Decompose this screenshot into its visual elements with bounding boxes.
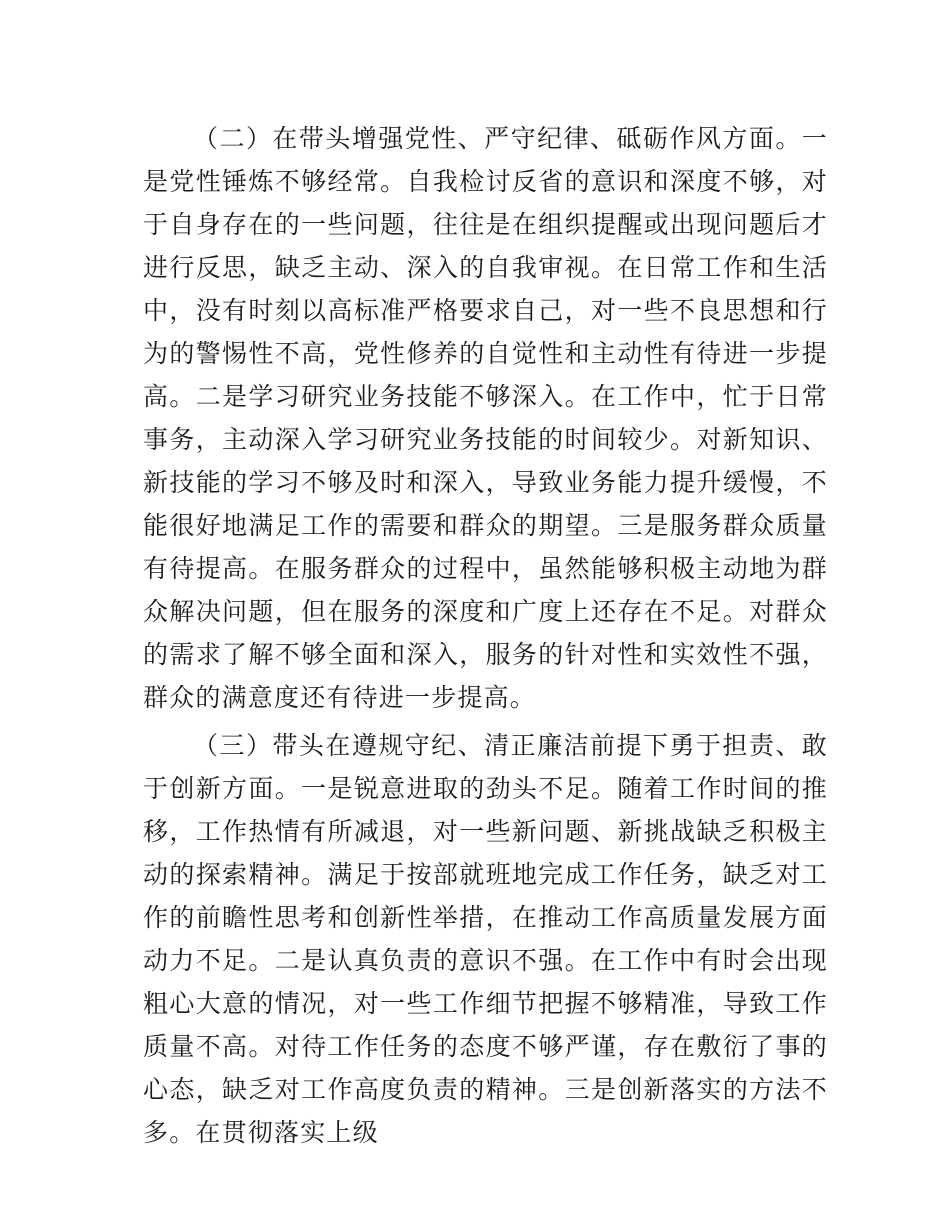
paragraph-section-two: （二）在带头增强党性、严守纪律、砥砺作风方面。一是党性锤炼不够经常。自我检讨反省的意识和深度不够，对于自身存在的一些问题，往往是在组织提醒或出现问题后才进行反思，缺乏主动、深入的自我审视。在日常工作和生活中，没有时刻以高标准严格要求自己，对一些不良思想和行为的警惕性不高，党性修养的自觉性和主动性有待进一步提高。二是学习研究业务技能不够深入。在工作中，忙于日常事务，主动深入学习研究业务技能的时间较少。对新知识、新技能的学习不够及时和深入，导致业务能力提升缓慢，不能很好地满足工作的需要和群众的期望。三是服务群众质量有待提高。在服务群众的过程中，虽然能够积极主动地为群众解决问题，但在服务的深度和广度上还存在不足。对群众的需求了解不够全面和深入，服务的针对性和实效性不强，群众的满意度还有待进一步提高。 (143, 124, 828, 712)
paragraph-section-three: （三）带头在遵规守纪、清正廉洁前提下勇于担责、敢于创新方面。一是锐意进取的劲头不足。随着工作时间的推移，工作热情有所减退，对一些新问题、新挑战缺乏积极主动的探索精神。满足于按部就班地完成工作任务，缺乏对工作的前瞻性思考和创新性举措，在推动工作高质量发展方面动力不足。二是认真负责的意识不强。在工作中有时会出现粗心大意的情况，对一些工作细节把握不够精准，导致工作质量不高。对待工作任务的态度不够严谨，存在敷衍了事的心态，缺乏对工作高度负责的精神。三是创新落实的方法不多。在贯彻落实上级 (143, 731, 828, 1147)
document-body (143, 117, 828, 1154)
